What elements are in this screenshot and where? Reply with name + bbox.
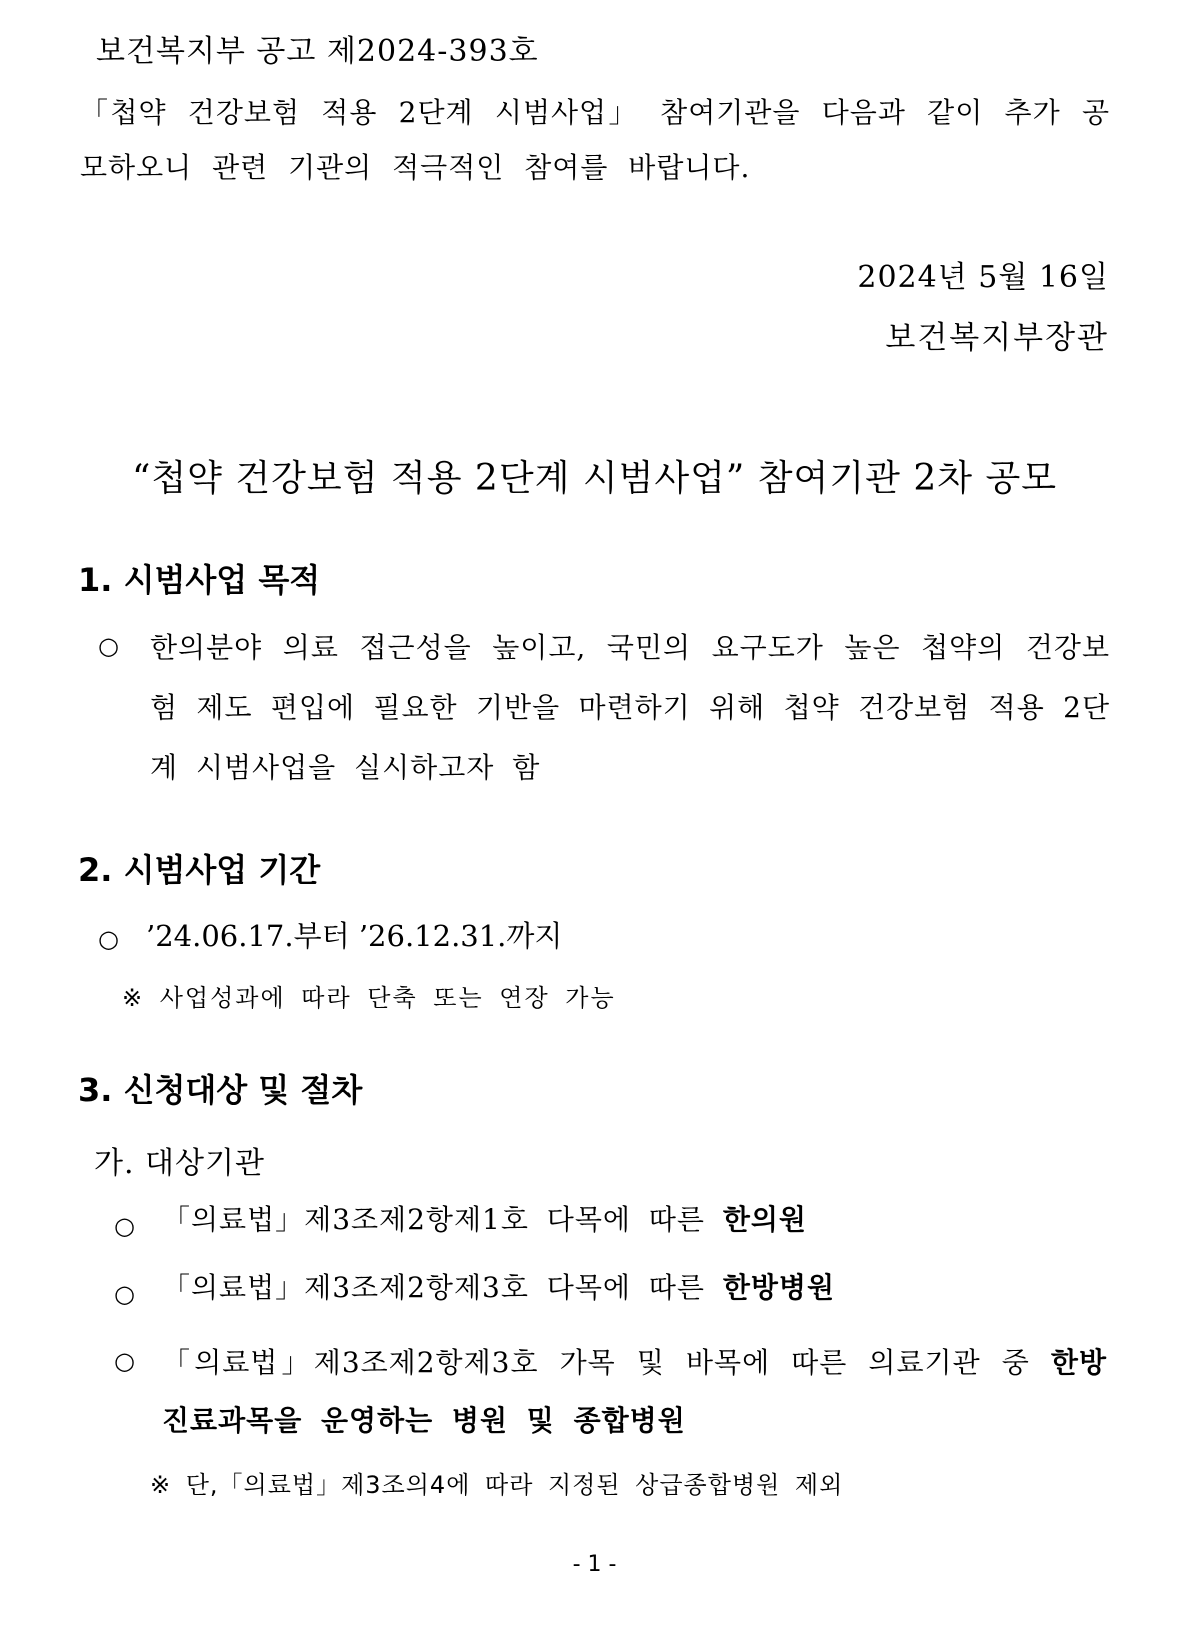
notice-intro: 「첩약 건강보험 적용 2단계 시범사업」 참여기관을 다음과 같이 추가 공모하오니 관련 기관의 적극적인 참여를 바랍니다. xyxy=(80,96,1110,184)
period-note: ※ 사업성과에 따라 단축 또는 연장 가능 xyxy=(122,984,616,1012)
item-emphasis: 한방병원 xyxy=(722,1271,836,1304)
exclusion-note: ※ 단,「의료법」제3조의4에 따라 지정된 상급종합병원 제외 xyxy=(150,1471,844,1499)
subheading-target-institutions: 가. 대상기관 xyxy=(94,1146,265,1181)
list-item xyxy=(162,1198,807,1238)
section-heading-eligibility: 3. 신청대상 및 절차 xyxy=(78,1071,363,1109)
item-emphasis: 한의원 xyxy=(722,1203,807,1236)
item-text: 「의료법」제3조제2항제3호 가목 및 바목에 따른 의료기관 중 xyxy=(162,1346,1051,1379)
circle-bullet-icon: ○ xyxy=(98,632,119,660)
list-item xyxy=(162,1266,835,1306)
circle-bullet-icon: ○ xyxy=(98,925,119,953)
notice-date: 2024년 5월 16일 xyxy=(857,260,1109,295)
item-text: 「의료법」제3조제2항제3호 다목에 따른 xyxy=(162,1271,723,1304)
period-text: ’24.06.17.부터 ’26.12.31.까지 xyxy=(146,919,563,953)
circle-bullet-icon: ○ xyxy=(114,1280,135,1308)
circle-bullet-icon: ○ xyxy=(114,1347,135,1375)
section-heading-purpose: 1. 시범사업 목적 xyxy=(78,561,321,599)
circle-bullet-icon: ○ xyxy=(114,1212,135,1240)
notice-number: 보건복지부 공고 제2024-393호 xyxy=(96,34,539,69)
purpose-text: 한의분야 의료 접근성을 높이고, 국민의 요구도가 높은 첩약의 건강보험 제도 편입에 필요한 기반을 마련하기 위해 첩약 건강보험 적용 2단계 시범사업을 실시하고자 함 xyxy=(150,631,1110,784)
item-emphasis: 한방 진료과목을 운영하는 병원 및 종합병원 xyxy=(162,1346,1107,1437)
notice-issuer: 보건복지부장관 xyxy=(885,320,1109,356)
section-heading-period: 2. 시범사업 기간 xyxy=(78,851,321,889)
document-title: “첩약 건강보험 적용 2단계 시범사업” 참여기관 2차 공모 xyxy=(131,458,1058,499)
page-number: - 1 - xyxy=(572,1552,617,1577)
item-text: 「의료법」제3조제2항제1호 다목에 따른 xyxy=(162,1203,723,1236)
list-item xyxy=(162,1334,1107,1450)
